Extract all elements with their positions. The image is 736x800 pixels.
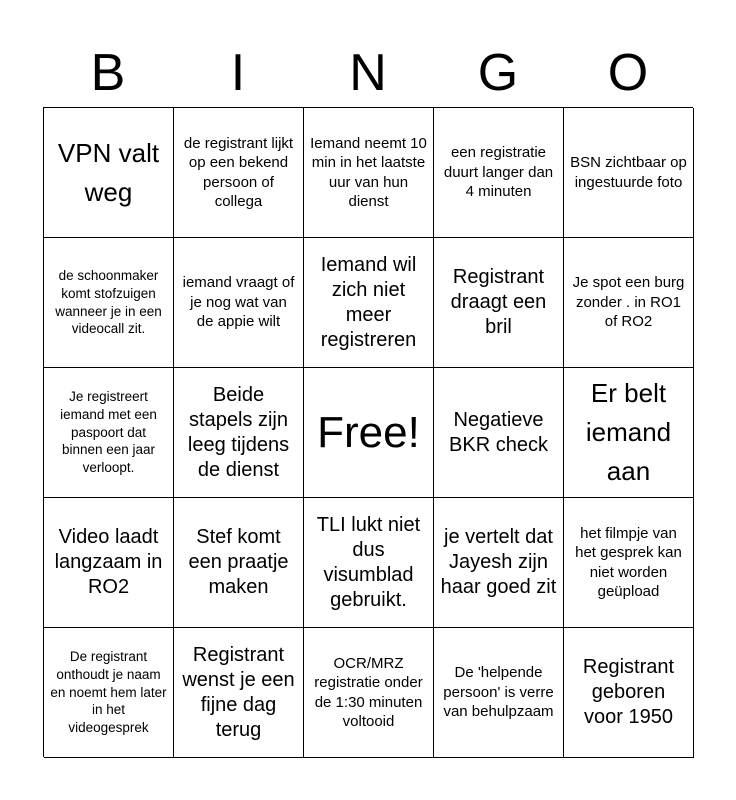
bingo-cell[interactable]: BSN zichtbaar op ingestuurde foto [564, 108, 694, 238]
bingo-cell[interactable]: VPN valt weg [44, 108, 174, 238]
title-letter-n: N [349, 44, 387, 102]
title-letter-i: I [230, 44, 246, 102]
bingo-cell[interactable]: Registrant draagt een bril [434, 238, 564, 368]
bingo-cell[interactable]: Negatieve BKR check [434, 368, 564, 498]
bingo-cell[interactable]: iemand vraagt of je nog wat van de appie wilt [174, 238, 304, 368]
bingo-cell[interactable]: de registrant lijkt op een bekend persoon of collega [174, 108, 304, 238]
bingo-cell[interactable]: Beide stapels zijn leeg tijdens de dienst [174, 368, 304, 498]
bingo-cell[interactable]: een registratie duurt langer dan 4 minuten [434, 108, 564, 238]
bingo-cell[interactable]: het filmpje van het gesprek kan niet worden geüpload [564, 498, 694, 628]
bingo-cell[interactable]: Je registreert iemand met een paspoort dat binnen een jaar verloopt. [44, 368, 174, 498]
title-letter-g: G [477, 44, 519, 102]
bingo-cell[interactable]: Iemand wil zich niet meer registreren [304, 238, 434, 368]
bingo-cell[interactable]: OCR/MRZ registratie onder de 1:30 minuten voltooid [304, 628, 434, 758]
free-cell[interactable]: Free! [304, 368, 434, 498]
bingo-cell[interactable]: Registrant geboren voor 1950 [564, 628, 694, 758]
bingo-title [43, 40, 693, 106]
bingo-cell[interactable]: Video laadt langzaam in RO2 [44, 498, 174, 628]
bingo-cell[interactable]: Registrant wenst je een fijne dag terug [174, 628, 304, 758]
bingo-cell[interactable]: Je spot een burg zonder . in RO1 of RO2 [564, 238, 694, 368]
title-letter-o: O [607, 44, 649, 102]
bingo-cell[interactable]: de schoonmaker komt stofzuigen wanneer je in een videocall zit. [44, 238, 174, 368]
bingo-cell[interactable]: De 'helpende persoon' is verre van behulpzaam [434, 628, 564, 758]
bingo-cell[interactable]: TLI lukt niet dus visumblad gebruikt. [304, 498, 434, 628]
bingo-grid [43, 107, 693, 757]
bingo-cell[interactable]: je vertelt dat Jayesh zijn haar goed zit [434, 498, 564, 628]
bingo-cell[interactable]: Iemand neemt 10 min in het laatste uur van hun dienst [304, 108, 434, 238]
title-letter-b: B [90, 44, 126, 102]
bingo-cell[interactable]: De registrant onthoudt je naam en noemt hem later in het videogesprek [44, 628, 174, 758]
bingo-cell[interactable]: Er belt iemand aan [564, 368, 694, 498]
bingo-cell[interactable]: Stef komt een praatje maken [174, 498, 304, 628]
